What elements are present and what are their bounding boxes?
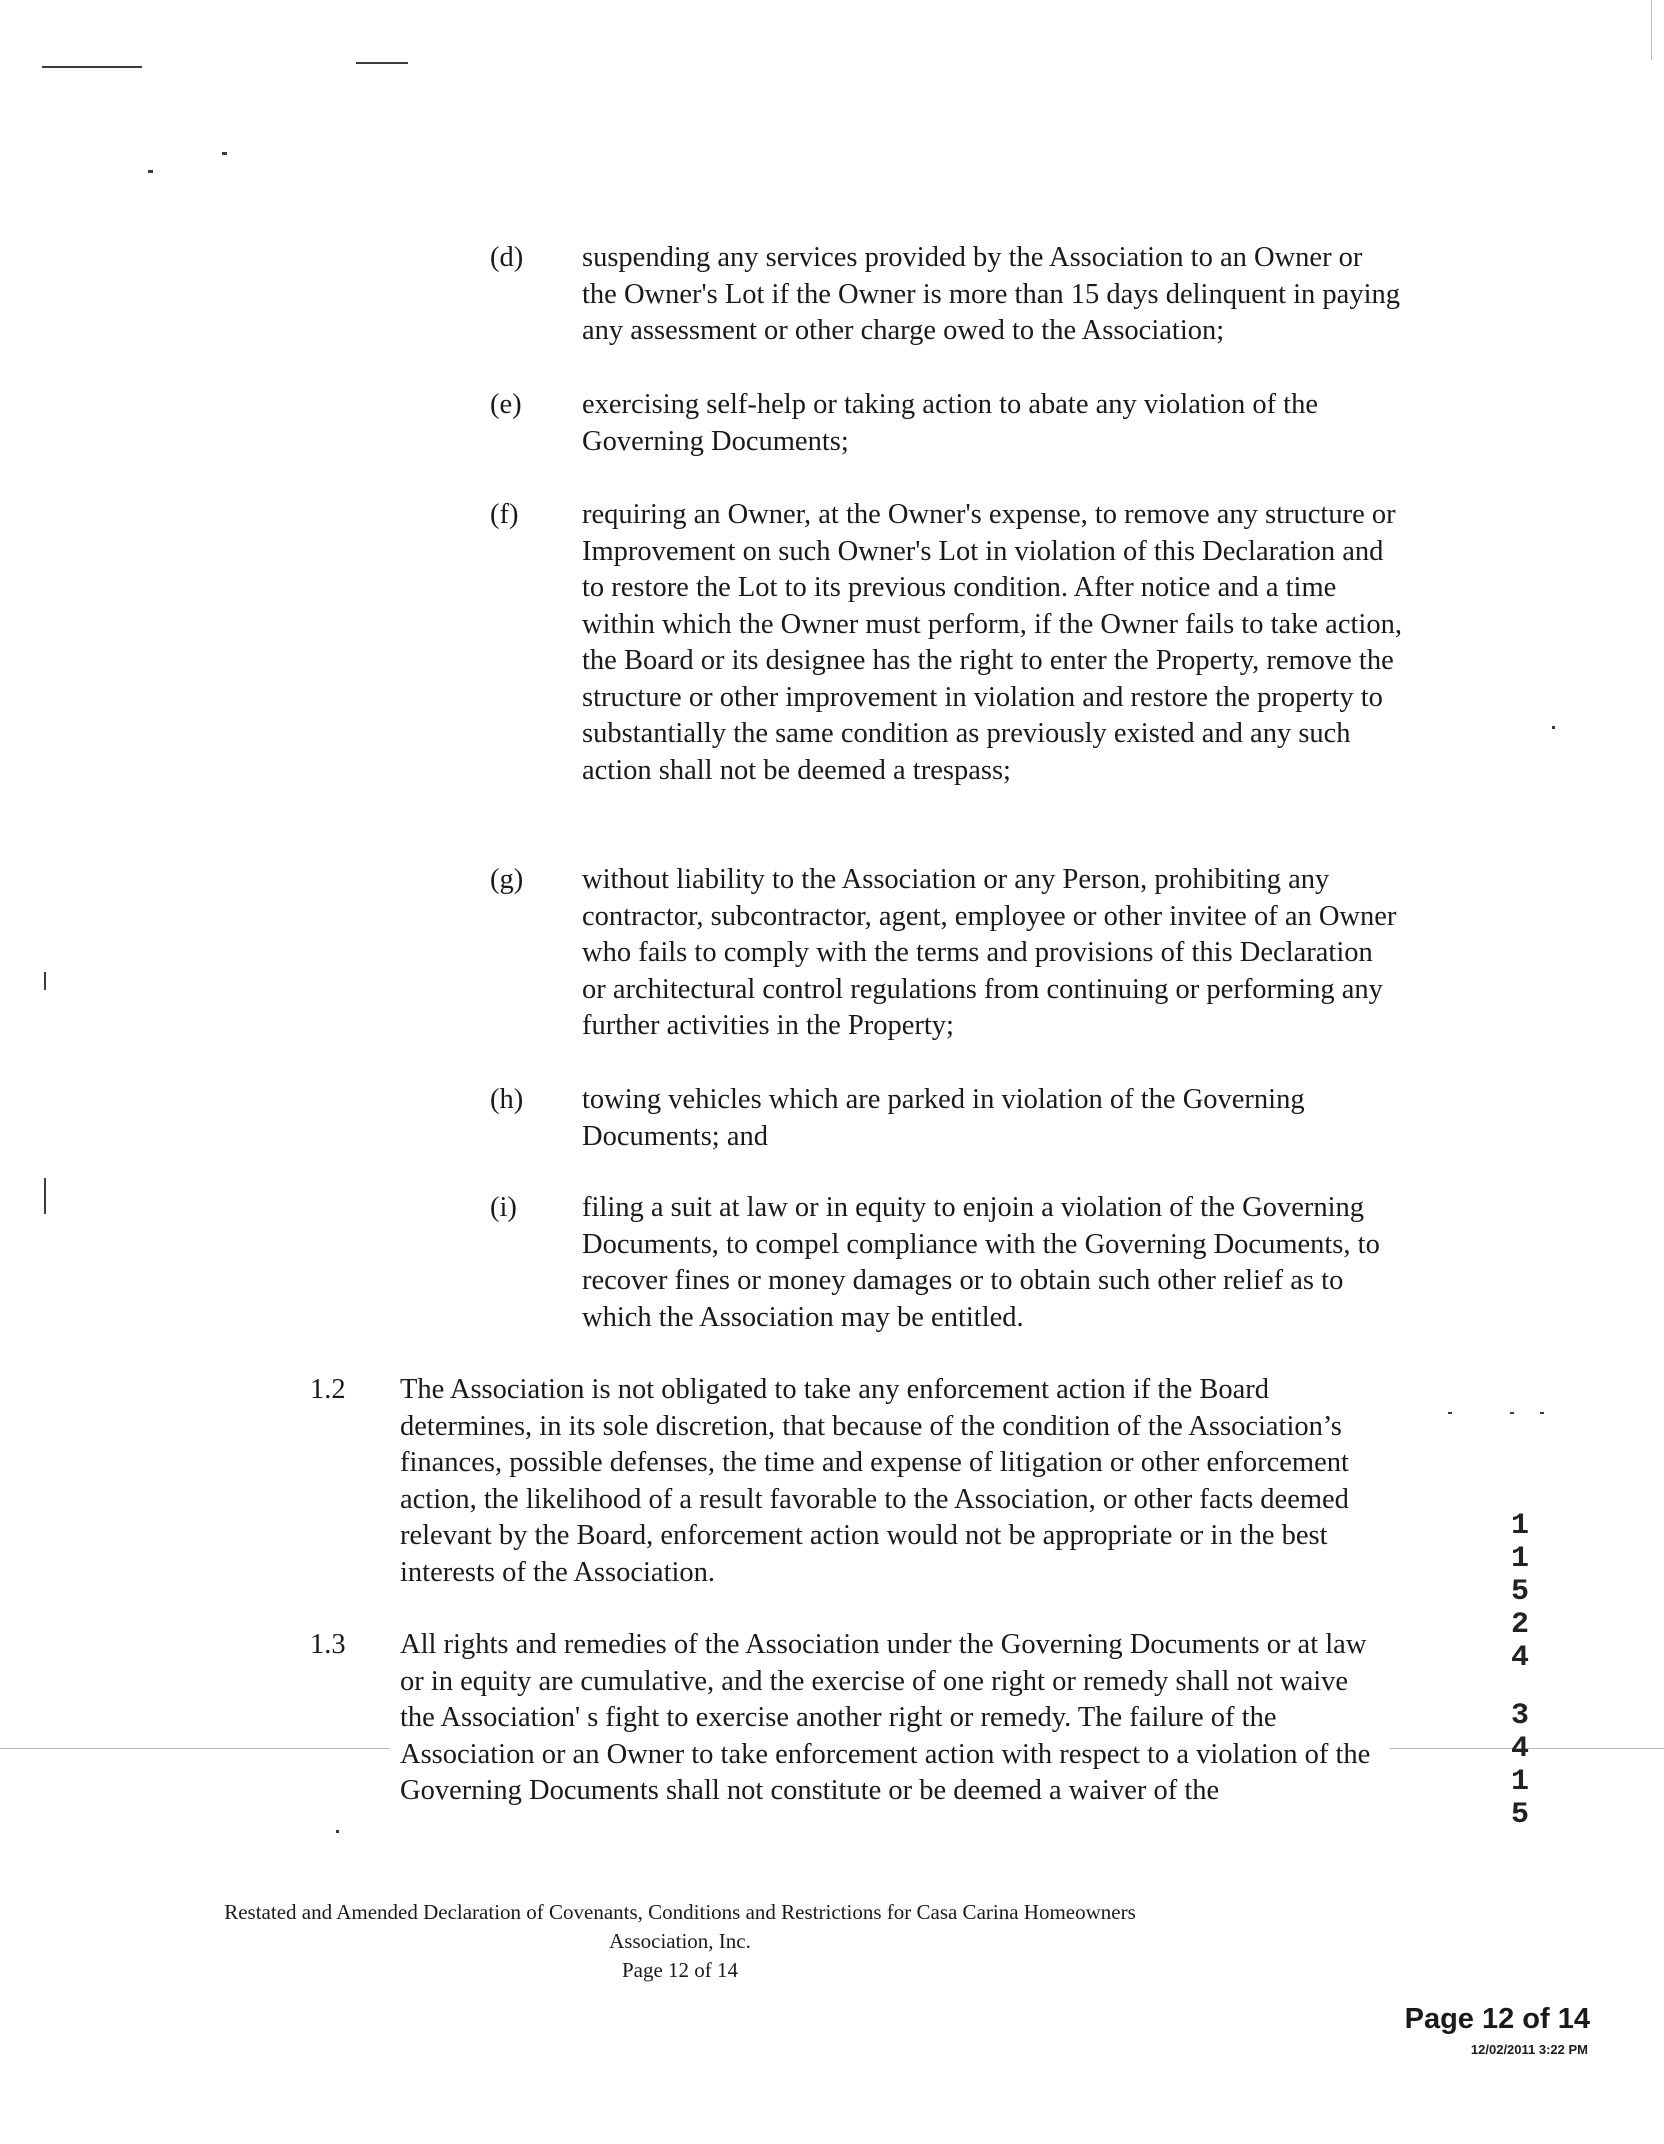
paragraph-text: The Association is not obligated to take any enforcement action if the Board determines, in its sole discretion, that because of the condition of the Association’s finances, possible defenses, the time and expense of litigation or other enforcement action, the likelihood of a result favorable to the Association, or other facts deemed relevant by the Board, enforcement action would not be appropriate or in the best interests of the Association. [400,1374,1349,1588]
recording-digit: 1 [1510,1542,1529,1576]
item-text: filing a suit at law or in equity to enjoin a violation of the Governing Documents, to compel compliance with the Governing Documents, to recover fines or money damages or to obtain such other relief as to which the Association may be entitled. [582,1192,1380,1333]
scan-edge [1651,0,1664,60]
list-item [490,862,1410,1045]
list-item [490,387,1410,460]
item-label: (g) [490,864,524,895]
scan-artifact [44,972,46,990]
recording-digit: 5 [1510,1798,1529,1832]
scan-artifact [356,62,408,64]
list-item [490,1082,1410,1155]
recording-digit: 3 [1510,1699,1529,1733]
scan-artifact [1552,726,1555,729]
recording-digit: 5 [1510,1575,1529,1609]
paragraph-number: 1.3 [310,1629,346,1660]
scan-artifact [222,152,227,155]
scan-artifact [1540,1412,1544,1414]
document-footer [180,1898,1180,1985]
item-label: (h) [490,1084,524,1115]
scan-artifact [336,1830,339,1833]
numbered-paragraph [310,1627,1420,1810]
list-item [490,497,1410,789]
recording-digit: 1 [1510,1509,1529,1543]
stamp-datetime: 12/02/2011 3:22 PM [1470,2042,1588,2057]
recording-digit: 2 [1510,1608,1529,1642]
list-item [490,1190,1410,1336]
item-label: (f) [490,499,519,530]
item-text: requiring an Owner, at the Owner's expense, to remove any structure or Improvement on such Owner's Lot in violation of this Declaration and to restore the Lot to its previous condition. After notice and a time within which the Owner must perform, if the Owner fails to take action, the Board or its designee has the right to enter the Property, remove the structure or other improvement in violation and restore the property to substantially the same condition as previously existed and any such action shall not be deemed a trespass; [582,499,1402,786]
list-item [490,240,1410,350]
item-text: exercising self-help or taking action to abate any violation of the Governing Documents; [582,389,1319,457]
scan-artifact [42,66,142,68]
footer-title-continued: Association, Inc. [609,1929,751,1953]
paragraph-text: All rights and remedies of the Association under the Governing Documents or at law or in equity are cumulative, and the exercise of one right or remedy shall not waive the Association' s fight to exercise another right or remedy. The failure of the Association or an Owner to take enforcement action with respect to a violation of the Governing Documents shall not constitute or be deemed a waiver of the [400,1629,1371,1806]
recording-number-part-2 [1500,1700,1540,1832]
recording-digit: 4 [1510,1732,1529,1766]
item-text: towing vehicles which are parked in violation of the Governing Documents; and [582,1084,1305,1152]
item-label: (e) [490,389,522,420]
item-label: (d) [490,242,524,273]
item-text: suspending any services provided by the Association to an Owner or the Owner's Lot if the Owner is more than 15 days delinquent in paying any assessment or other charge owed to the Association; [582,242,1400,346]
recording-number-part-1 [1500,1510,1540,1675]
scan-artifact [148,170,153,173]
footer-page-number: Page 12 of 14 [621,1958,739,1982]
paragraph-number: 1.2 [310,1374,346,1405]
scan-artifact [1448,1412,1452,1414]
footer-title: Restated and Amended Declaration of Covenants, Conditions and Restrictions for Casa Carina Homeowners [224,1900,1136,1924]
recording-digit: 4 [1510,1641,1529,1675]
scan-artifact [44,1178,46,1214]
recording-digit: 1 [1510,1765,1529,1799]
numbered-paragraph [310,1372,1420,1591]
item-text: without liability to the Association or any Person, prohibiting any contractor, subcontractor, agent, employee or other invitee of an Owner who fails to comply with the terms and provisions of this Declaration or architectural control regulations from continuing or performing any further activities in the Property; [582,864,1397,1041]
stamp-page-number: Page 12 of 14 [1404,2003,1590,2035]
scan-artifact [1510,1412,1514,1414]
item-label: (i) [490,1192,517,1223]
